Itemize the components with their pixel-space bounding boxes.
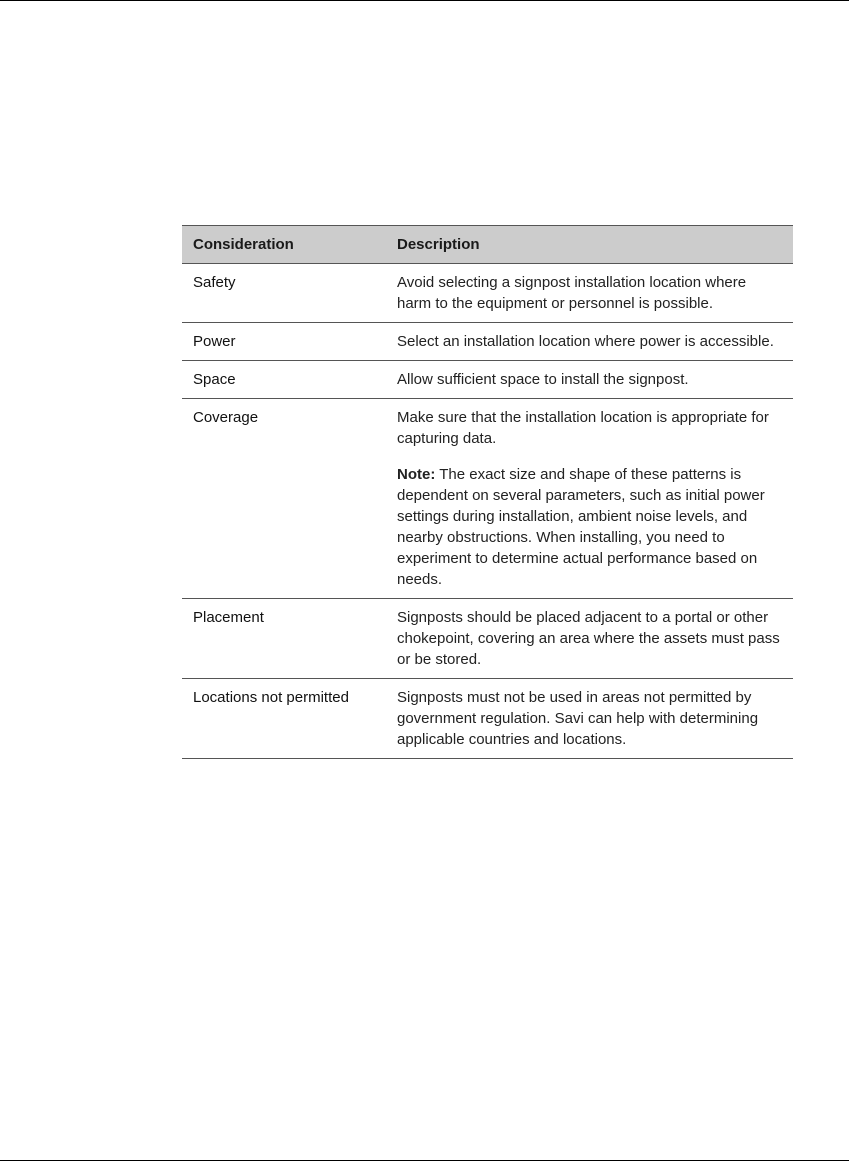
table-row-coverage bbox=[182, 399, 793, 599]
table-row-locations-not-permitted bbox=[182, 679, 793, 759]
consideration-name: Power bbox=[182, 323, 386, 361]
consideration-name: Placement bbox=[182, 599, 386, 679]
bottom-rule bbox=[0, 1160, 849, 1161]
consideration-description-cell bbox=[386, 399, 793, 599]
consideration-description: Allow sufficient space to install the signpost. bbox=[386, 361, 793, 399]
consideration-description: Select an installation location where power is accessible. bbox=[386, 323, 793, 361]
consideration-name: Coverage bbox=[182, 399, 386, 599]
consideration-description: Make sure that the installation location is appropriate for capturing data. bbox=[397, 409, 769, 447]
note-text: The exact size and shape of these patterns is dependent on several parameters, such as initial power settings during installation, ambient noise levels, and nearby obstructions. When installing, you need to experiment to determine actual performance based on needs. bbox=[397, 466, 765, 588]
top-rule bbox=[0, 0, 849, 1]
consideration-name: Safety bbox=[182, 264, 386, 323]
note-label: Note: bbox=[397, 466, 436, 483]
header-consideration: Consideration bbox=[182, 226, 386, 264]
table-row-space bbox=[182, 361, 793, 399]
consideration-name: Locations not permitted bbox=[182, 679, 386, 759]
table-row-safety bbox=[182, 264, 793, 323]
table-header-row bbox=[182, 226, 793, 264]
coverage-note bbox=[397, 464, 783, 590]
consideration-name: Space bbox=[182, 361, 386, 399]
consideration-description: Signposts should be placed adjacent to a portal or other chokepoint, covering an area where the assets must pass or be stored. bbox=[386, 599, 793, 679]
consideration-description: Signposts must not be used in areas not permitted by government regulation. Savi can help with determining applicable countries and locations. bbox=[386, 679, 793, 759]
header-description: Description bbox=[386, 226, 793, 264]
consideration-description: Avoid selecting a signpost installation location where harm to the equipment or personnel is possible. bbox=[386, 264, 793, 323]
table-row-power bbox=[182, 323, 793, 361]
considerations-table bbox=[182, 225, 793, 759]
table-row-placement bbox=[182, 599, 793, 679]
